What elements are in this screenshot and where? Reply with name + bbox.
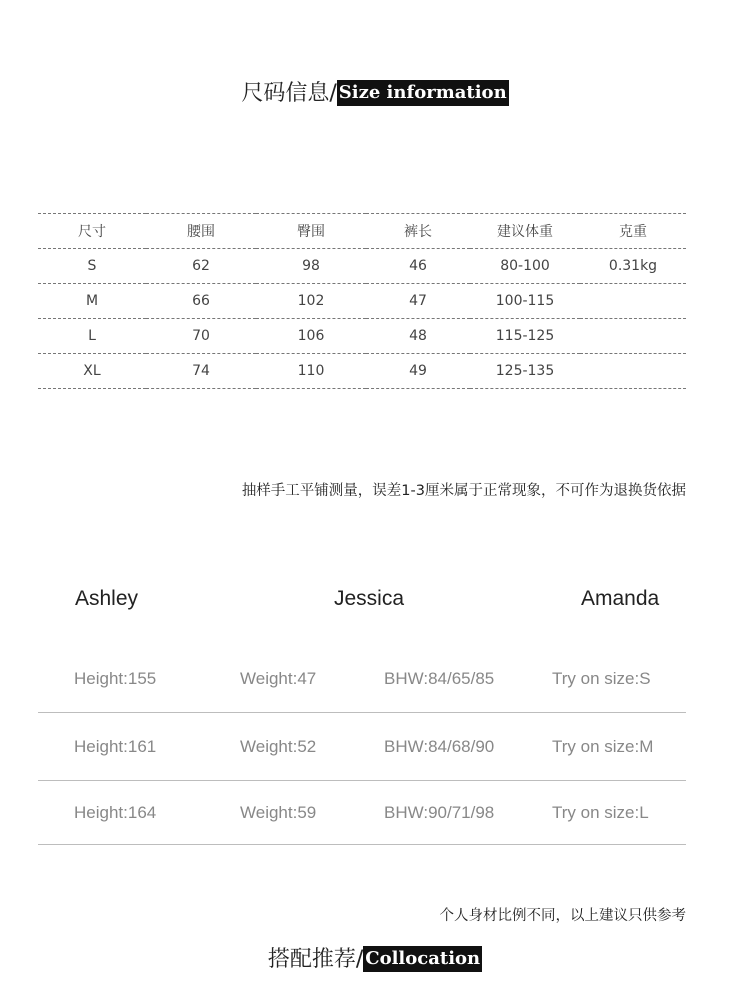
cell-weight: 115-125	[470, 319, 580, 354]
model-weight: Weight:47	[240, 669, 317, 688]
cell-length: 49	[366, 354, 470, 389]
cell-hip: 102	[256, 284, 366, 319]
model-bhw: BHW:90/71/98	[384, 803, 495, 822]
cell-size: L	[38, 319, 146, 354]
table-row	[38, 284, 686, 319]
header-hip: 臀围	[256, 214, 366, 249]
cell-weight: 80-100	[470, 249, 580, 284]
model-try-size: Try on size:M	[552, 737, 654, 756]
cell-size: XL	[38, 354, 146, 389]
cell-hip: 98	[256, 249, 366, 284]
table-row	[38, 249, 686, 284]
model-height: Height:155	[74, 669, 157, 688]
model-name-jessica: Jessica	[334, 587, 405, 610]
cell-waist: 70	[146, 319, 256, 354]
size-title-en: Size information	[337, 80, 509, 106]
collocation-title-cn: 搭配推荐/	[267, 947, 364, 972]
model-try-size: Try on size:S	[552, 669, 651, 688]
cell-gram	[580, 319, 686, 354]
model-name-amanda: Amanda	[581, 587, 660, 610]
cell-length: 48	[366, 319, 470, 354]
size-table-header	[38, 214, 686, 249]
cell-waist: 66	[146, 284, 256, 319]
collocation-section-title	[0, 942, 750, 973]
cell-waist: 62	[146, 249, 256, 284]
cell-size: S	[38, 249, 146, 284]
cell-hip: 110	[256, 354, 366, 389]
model-row	[38, 714, 686, 781]
cell-weight: 100-115	[470, 284, 580, 319]
model-weight: Weight:52	[240, 737, 317, 756]
collocation-title-en: Collocation	[363, 946, 482, 972]
cell-gram: 0.31kg	[580, 249, 686, 284]
model-name-ashley: Ashley	[75, 587, 139, 610]
model-try-size: Try on size:L	[552, 803, 649, 822]
table-row	[38, 319, 686, 354]
size-section-title	[0, 76, 750, 107]
header-length: 裤长	[366, 214, 470, 249]
model-bhw: BHW:84/68/90	[384, 737, 495, 756]
cell-size: M	[38, 284, 146, 319]
size-title-cn: 尺码信息/	[241, 81, 337, 106]
header-waist: 腰围	[146, 214, 256, 249]
cell-weight: 125-135	[470, 354, 580, 389]
header-weight: 建议体重	[470, 214, 580, 249]
model-weight: Weight:59	[240, 803, 317, 822]
table-row	[38, 354, 686, 389]
model-height: Height:161	[74, 737, 157, 756]
model-bhw: BHW:84/65/85	[384, 669, 495, 688]
size-table	[38, 213, 686, 389]
reference-note: 个人身材比例不同，以上建议只供参考	[439, 908, 686, 924]
cell-length: 47	[366, 284, 470, 319]
cell-hip: 106	[256, 319, 366, 354]
measurement-note: 抽样手工平铺测量，误差1-3厘米属于正常现象，不可作为退换货依据	[241, 483, 686, 499]
cell-gram	[580, 284, 686, 319]
cell-waist: 74	[146, 354, 256, 389]
model-row	[38, 646, 686, 713]
model-height: Height:164	[74, 803, 157, 822]
model-row	[38, 780, 686, 845]
header-size: 尺寸	[38, 214, 146, 249]
header-gram: 克重	[580, 214, 686, 249]
cell-gram	[580, 354, 686, 389]
cell-length: 46	[366, 249, 470, 284]
